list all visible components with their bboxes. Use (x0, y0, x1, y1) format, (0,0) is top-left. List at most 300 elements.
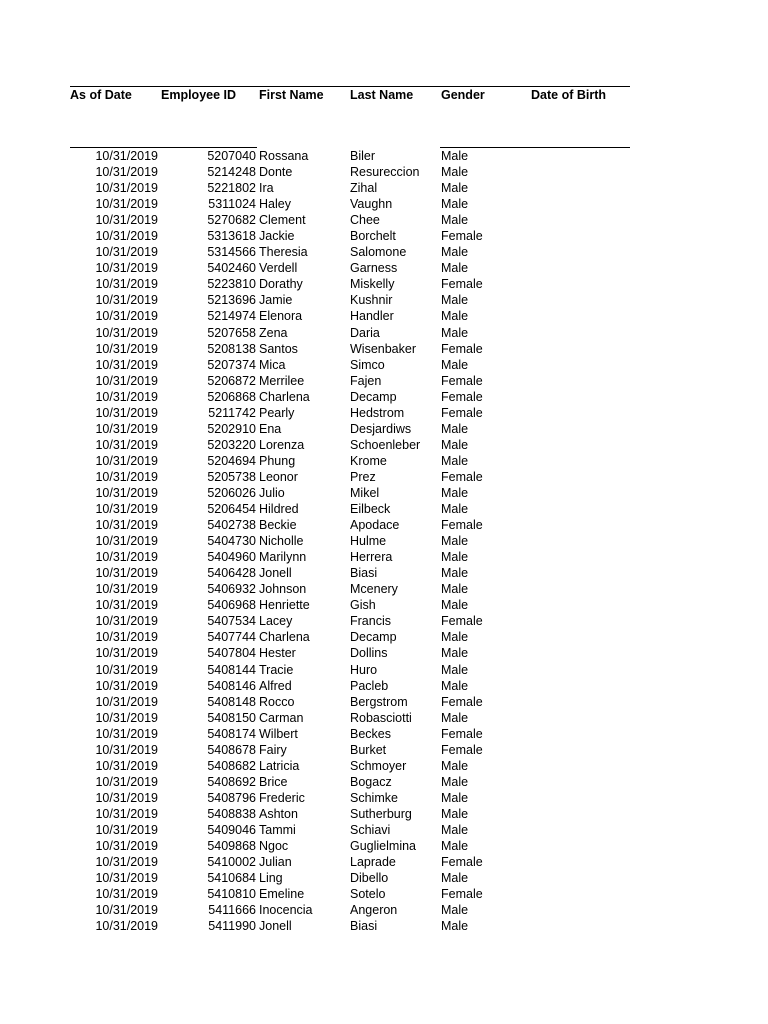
table-row (0, 838, 768, 854)
employee-id-cell: 5408692 (207, 774, 256, 789)
as-of-date-cell: 10/31/2019 (95, 839, 158, 854)
last-name-cell: Herrera (350, 550, 393, 565)
as-of-date-cell: 10/31/2019 (95, 758, 158, 773)
first-name-cell: Haley (259, 197, 291, 212)
employee-id-cell: 5408148 (207, 694, 256, 709)
gender-cell: Male (441, 774, 469, 789)
last-name-cell: Vaughn (350, 197, 393, 212)
as-of-date-cell: 10/31/2019 (95, 742, 158, 757)
gender-cell: Female (441, 694, 483, 709)
first-name-cell: Julio (259, 485, 285, 500)
gender-cell: Male (441, 181, 469, 196)
first-name-cell: Latricia (259, 758, 300, 773)
as-of-date-cell: 10/31/2019 (95, 614, 158, 629)
first-name-cell: Ashton (259, 806, 298, 821)
last-name-cell: Angeron (350, 903, 398, 918)
employee-id-cell: 5410810 (207, 887, 256, 902)
as-of-date-cell: 10/31/2019 (95, 518, 158, 533)
table-row (0, 790, 768, 806)
table-row (0, 308, 768, 324)
as-of-date-cell: 10/31/2019 (95, 325, 158, 340)
first-name-cell: Rossana (259, 149, 309, 163)
column-header-date-of-birth: Date of Birth (531, 88, 606, 102)
gender-cell: Male (441, 421, 469, 436)
first-name-cell: Brice (259, 774, 288, 789)
first-name-cell: Carman (259, 710, 304, 725)
last-name-cell: Mikel (350, 485, 380, 500)
column-header-gender: Gender (441, 88, 485, 102)
table-row (0, 902, 768, 918)
gender-cell: Male (441, 245, 469, 260)
employee-id-cell: 5408838 (207, 806, 256, 821)
first-name-cell: Fairy (259, 742, 287, 757)
gender-cell: Male (441, 502, 469, 517)
header-top-border (70, 86, 630, 87)
first-name-cell: Inocencia (259, 903, 313, 918)
employee-id-cell: 5404960 (207, 550, 256, 565)
as-of-date-cell: 10/31/2019 (95, 871, 158, 886)
as-of-date-cell: 10/31/2019 (95, 903, 158, 918)
gender-cell: Male (441, 710, 469, 725)
employee-id-cell: 5408174 (207, 726, 256, 741)
gender-cell: Male (441, 582, 469, 597)
last-name-cell: Simco (350, 357, 385, 372)
as-of-date-cell: 10/31/2019 (95, 277, 158, 292)
first-name-cell: Emeline (259, 887, 305, 902)
table-row (0, 774, 768, 790)
gender-cell: Female (441, 469, 483, 484)
employee-id-cell: 5402460 (207, 261, 256, 276)
gender-cell: Male (441, 678, 469, 693)
last-name-cell: Miskelly (350, 277, 395, 292)
employee-id-cell: 5206868 (207, 389, 256, 404)
gender-cell: Male (441, 485, 469, 500)
employee-id-cell: 5311024 (208, 197, 256, 212)
employee-id-cell: 5313618 (207, 229, 256, 244)
last-name-cell: Fajen (350, 373, 382, 388)
employee-id-cell: 5205738 (207, 469, 256, 484)
table-row (0, 806, 768, 822)
as-of-date-cell: 10/31/2019 (95, 149, 158, 163)
table-row (0, 421, 768, 437)
last-name-cell: Chee (350, 213, 380, 228)
table-row (0, 501, 768, 517)
first-name-cell: Elenora (259, 309, 303, 324)
gender-cell: Male (441, 197, 469, 212)
last-name-cell: Robasciotti (350, 710, 412, 725)
as-of-date-cell: 10/31/2019 (95, 550, 158, 565)
table-row (0, 918, 768, 934)
first-name-cell: Dorathy (259, 277, 303, 292)
first-name-cell: Marilynn (259, 550, 307, 565)
last-name-cell: Handler (350, 309, 394, 324)
gender-cell: Female (441, 373, 483, 388)
table-row (0, 341, 768, 357)
table-row (0, 758, 768, 774)
last-name-cell: Pacleb (350, 678, 389, 693)
first-name-cell: Charlena (259, 389, 310, 404)
employee-id-cell: 5206454 (207, 502, 256, 517)
table-row (0, 373, 768, 389)
last-name-cell: Schiavi (350, 822, 391, 837)
gender-cell: Female (441, 887, 483, 902)
gender-cell: Female (441, 405, 483, 420)
gender-cell: Female (441, 277, 483, 292)
first-name-cell: Hildred (259, 502, 299, 517)
first-name-cell: Verdell (259, 261, 298, 276)
gender-cell: Male (441, 453, 469, 468)
last-name-cell: Hedstrom (350, 405, 405, 420)
as-of-date-cell: 10/31/2019 (95, 774, 158, 789)
last-name-cell: Schoenleber (350, 437, 421, 452)
as-of-date-cell: 10/31/2019 (95, 534, 158, 549)
as-of-date-cell: 10/31/2019 (95, 646, 158, 661)
employee-id-cell: 5406428 (207, 566, 256, 581)
gender-cell: Male (441, 261, 469, 276)
employee-id-cell: 5206026 (207, 485, 256, 500)
gender-cell: Male (441, 550, 469, 565)
gender-cell: Male (441, 293, 469, 308)
gender-cell: Female (441, 341, 483, 356)
gender-cell: Female (441, 855, 483, 870)
last-name-cell: Dollins (350, 646, 388, 661)
first-name-cell: Merrilee (259, 373, 305, 388)
as-of-date-cell: 10/31/2019 (95, 405, 158, 420)
gender-cell: Male (441, 437, 469, 452)
first-name-cell: Jackie (259, 229, 295, 244)
last-name-cell: Daria (350, 325, 380, 340)
employee-id-cell: 5411990 (208, 919, 256, 934)
gender-cell: Male (441, 213, 469, 228)
last-name-cell: Bogacz (350, 774, 392, 789)
employee-id-cell: 5223810 (207, 277, 256, 292)
gender-cell: Male (441, 919, 469, 934)
as-of-date-cell: 10/31/2019 (95, 790, 158, 805)
employee-id-cell: 5207658 (207, 325, 256, 340)
first-name-cell: Santos (259, 341, 298, 356)
last-name-cell: Hulme (350, 534, 387, 549)
as-of-date-cell: 10/31/2019 (95, 855, 158, 870)
as-of-date-cell: 10/31/2019 (95, 357, 158, 372)
first-name-cell: Charlena (259, 630, 310, 645)
column-header-first-name: First Name (259, 88, 324, 102)
employee-id-cell: 5207040 (207, 149, 256, 163)
gender-cell: Male (441, 566, 469, 581)
employee-id-cell: 5408678 (207, 742, 256, 757)
employee-id-cell: 5406932 (207, 582, 256, 597)
employee-id-cell: 5207374 (207, 357, 256, 372)
as-of-date-cell: 10/31/2019 (95, 469, 158, 484)
employee-id-cell: 5407534 (207, 614, 256, 629)
table-row (0, 389, 768, 405)
as-of-date-cell: 10/31/2019 (95, 309, 158, 324)
gender-cell: Female (441, 726, 483, 741)
employee-id-cell: 5408144 (207, 662, 256, 677)
employee-id-cell: 5409046 (207, 822, 256, 837)
employee-id-cell: 5408682 (207, 758, 256, 773)
employee-id-cell: 5411666 (208, 903, 256, 918)
employee-id-cell: 5213696 (207, 293, 256, 308)
employee-id-cell: 5404730 (207, 534, 256, 549)
gender-cell: Male (441, 903, 469, 918)
employee-id-cell: 5406968 (207, 598, 256, 613)
as-of-date-cell: 10/31/2019 (95, 662, 158, 677)
last-name-cell: Borchelt (350, 229, 396, 244)
gender-cell: Male (441, 662, 469, 677)
first-name-cell: Beckie (259, 518, 297, 533)
column-header-as-of-date: As of Date (70, 88, 132, 102)
as-of-date-cell: 10/31/2019 (95, 919, 158, 934)
first-name-cell: Mica (259, 357, 286, 372)
table-row (0, 710, 768, 726)
table-row (0, 662, 768, 678)
last-name-cell: Dibello (350, 871, 389, 886)
as-of-date-cell: 10/31/2019 (95, 389, 158, 404)
first-name-cell: Nicholle (259, 534, 304, 549)
last-name-cell: Biler (350, 149, 376, 163)
employee-id-cell: 5211742 (208, 405, 256, 420)
first-name-cell: Ira (259, 181, 274, 196)
first-name-cell: Tracie (259, 662, 294, 677)
last-name-cell: Decamp (350, 389, 397, 404)
as-of-date-cell: 10/31/2019 (95, 566, 158, 581)
as-of-date-cell: 10/31/2019 (95, 710, 158, 725)
last-name-cell: Wisenbaker (350, 341, 416, 356)
gender-cell: Male (441, 871, 469, 886)
employee-id-cell: 5402738 (207, 518, 256, 533)
table-row (0, 148, 768, 164)
employee-id-cell: 5409868 (207, 839, 256, 854)
gender-cell: Male (441, 534, 469, 549)
as-of-date-cell: 10/31/2019 (95, 341, 158, 356)
gender-cell: Male (441, 758, 469, 773)
table-row (0, 565, 768, 581)
as-of-date-cell: 10/31/2019 (95, 582, 158, 597)
last-name-cell: Resureccion (350, 165, 420, 180)
table-row (0, 726, 768, 742)
employee-id-cell: 5314566 (207, 245, 256, 260)
first-name-cell: Leonor (259, 469, 298, 484)
first-name-cell: Ngoc (259, 839, 289, 854)
as-of-date-cell: 10/31/2019 (95, 437, 158, 452)
first-name-cell: Jonell (259, 566, 292, 581)
table-row (0, 164, 768, 180)
gender-cell: Male (441, 149, 469, 163)
employee-id-cell: 5270682 (207, 213, 256, 228)
employee-id-cell: 5202910 (207, 421, 256, 436)
employee-id-cell: 5410684 (207, 871, 256, 886)
as-of-date-cell: 10/31/2019 (95, 213, 158, 228)
last-name-cell: Schimke (350, 790, 398, 805)
gender-cell: Male (441, 822, 469, 837)
as-of-date-cell: 10/31/2019 (95, 421, 158, 436)
table-row (0, 645, 768, 661)
as-of-date-cell: 10/31/2019 (95, 822, 158, 837)
gender-cell: Female (441, 229, 483, 244)
first-name-cell: Lacey (259, 614, 293, 629)
as-of-date-cell: 10/31/2019 (95, 598, 158, 613)
employee-id-cell: 5408146 (207, 678, 256, 693)
table-row (0, 357, 768, 373)
last-name-cell: Kushnir (350, 293, 393, 308)
table-row (0, 517, 768, 533)
first-name-cell: Jamie (259, 293, 293, 308)
first-name-cell: Frederic (259, 790, 305, 805)
table-row (0, 437, 768, 453)
first-name-cell: Lorenza (259, 437, 305, 452)
last-name-cell: Bergstrom (350, 694, 408, 709)
table-row (0, 485, 768, 501)
last-name-cell: Mcenery (350, 582, 398, 597)
gender-cell: Male (441, 309, 469, 324)
last-name-cell: Beckes (350, 726, 391, 741)
as-of-date-cell: 10/31/2019 (95, 453, 158, 468)
first-name-cell: Tammi (259, 822, 296, 837)
gender-cell: Male (441, 790, 469, 805)
last-name-cell: Huro (350, 662, 378, 677)
employee-id-cell: 5214248 (207, 165, 256, 180)
last-name-cell: Apodace (350, 518, 400, 533)
employee-id-cell: 5204694 (207, 453, 256, 468)
gender-cell: Female (441, 614, 483, 629)
last-name-cell: Zihal (350, 181, 378, 196)
table-row (0, 581, 768, 597)
as-of-date-cell: 10/31/2019 (95, 887, 158, 902)
first-name-cell: Hester (259, 646, 296, 661)
first-name-cell: Alfred (259, 678, 292, 693)
last-name-cell: Garness (350, 261, 398, 276)
first-name-cell: Julian (259, 855, 292, 870)
table-row (0, 549, 768, 565)
employee-id-cell: 5410002 (207, 855, 256, 870)
as-of-date-cell: 10/31/2019 (95, 694, 158, 709)
last-name-cell: Salomone (350, 245, 407, 260)
table-row (0, 180, 768, 196)
as-of-date-cell: 10/31/2019 (95, 485, 158, 500)
last-name-cell: Biasi (350, 566, 378, 581)
employee-id-cell: 5214974 (207, 309, 256, 324)
gender-cell: Male (441, 806, 469, 821)
employee-id-cell: 5208138 (207, 341, 256, 356)
first-name-cell: Rocco (259, 694, 295, 709)
as-of-date-cell: 10/31/2019 (95, 806, 158, 821)
gender-cell: Male (441, 165, 469, 180)
table-row (0, 292, 768, 308)
gender-cell: Male (441, 598, 469, 613)
employee-id-cell: 5407804 (207, 646, 256, 661)
gender-cell: Male (441, 630, 469, 645)
as-of-date-cell: 10/31/2019 (95, 293, 158, 308)
table-row (0, 260, 768, 276)
last-name-cell: Laprade (350, 855, 396, 870)
last-name-cell: Krome (350, 453, 387, 468)
first-name-cell: Donte (259, 165, 293, 180)
gender-cell: Female (441, 742, 483, 757)
table-row (0, 325, 768, 341)
as-of-date-cell: 10/31/2019 (95, 229, 158, 244)
as-of-date-cell: 10/31/2019 (95, 373, 158, 388)
as-of-date-cell: 10/31/2019 (95, 181, 158, 196)
table-row (0, 533, 768, 549)
as-of-date-cell: 10/31/2019 (95, 197, 158, 212)
employee-table-body (0, 148, 768, 934)
table-row (0, 870, 768, 886)
last-name-cell: Francis (350, 614, 391, 629)
first-name-cell: Johnson (259, 582, 307, 597)
table-row (0, 196, 768, 212)
first-name-cell: Clement (259, 213, 306, 228)
first-name-cell: Pearly (259, 405, 295, 420)
as-of-date-cell: 10/31/2019 (95, 165, 158, 180)
last-name-cell: Prez (350, 469, 376, 484)
first-name-cell: Phung (259, 453, 296, 468)
table-row (0, 276, 768, 292)
last-name-cell: Decamp (350, 630, 397, 645)
table-row (0, 469, 768, 485)
table-row (0, 886, 768, 902)
last-name-cell: Sotelo (350, 887, 386, 902)
as-of-date-cell: 10/31/2019 (95, 261, 158, 276)
first-name-cell: Jonell (259, 919, 292, 934)
employee-id-cell: 5203220 (207, 437, 256, 452)
column-header-last-name: Last Name (350, 88, 414, 102)
table-row (0, 212, 768, 228)
first-name-cell: Ling (259, 871, 283, 886)
table-row (0, 244, 768, 260)
first-name-cell: Ena (259, 421, 282, 436)
gender-cell: Male (441, 646, 469, 661)
last-name-cell: Gish (350, 598, 376, 613)
table-row (0, 742, 768, 758)
as-of-date-cell: 10/31/2019 (95, 502, 158, 517)
column-header-employee-id: Employee ID (161, 88, 237, 102)
table-row (0, 405, 768, 421)
table-row (0, 854, 768, 870)
last-name-cell: Biasi (350, 919, 378, 934)
table-row (0, 228, 768, 244)
last-name-cell: Sutherburg (350, 806, 412, 821)
gender-cell: Male (441, 839, 469, 854)
table-row (0, 678, 768, 694)
first-name-cell: Wilbert (259, 726, 298, 741)
table-row (0, 613, 768, 629)
last-name-cell: Desjardiws (350, 421, 412, 436)
as-of-date-cell: 10/31/2019 (95, 726, 158, 741)
as-of-date-cell: 10/31/2019 (95, 630, 158, 645)
employee-id-cell: 5221802 (207, 181, 256, 196)
table-row (0, 694, 768, 710)
employee-id-cell: 5407744 (207, 630, 256, 645)
gender-cell: Male (441, 357, 469, 372)
table-row (0, 453, 768, 469)
gender-cell: Male (441, 325, 469, 340)
as-of-date-cell: 10/31/2019 (95, 678, 158, 693)
table-row (0, 629, 768, 645)
employee-id-cell: 5206872 (207, 373, 256, 388)
first-name-cell: Zena (259, 325, 288, 340)
first-name-cell: Theresia (259, 245, 308, 260)
last-name-cell: Burket (350, 742, 387, 757)
employee-id-cell: 5408150 (207, 710, 256, 725)
table-row (0, 597, 768, 613)
gender-cell: Female (441, 389, 483, 404)
last-name-cell: Eilbeck (350, 502, 391, 517)
last-name-cell: Schmoyer (350, 758, 407, 773)
as-of-date-cell: 10/31/2019 (95, 245, 158, 260)
last-name-cell: Guglielmina (350, 839, 417, 854)
first-name-cell: Henriette (259, 598, 310, 613)
employee-id-cell: 5408796 (207, 790, 256, 805)
